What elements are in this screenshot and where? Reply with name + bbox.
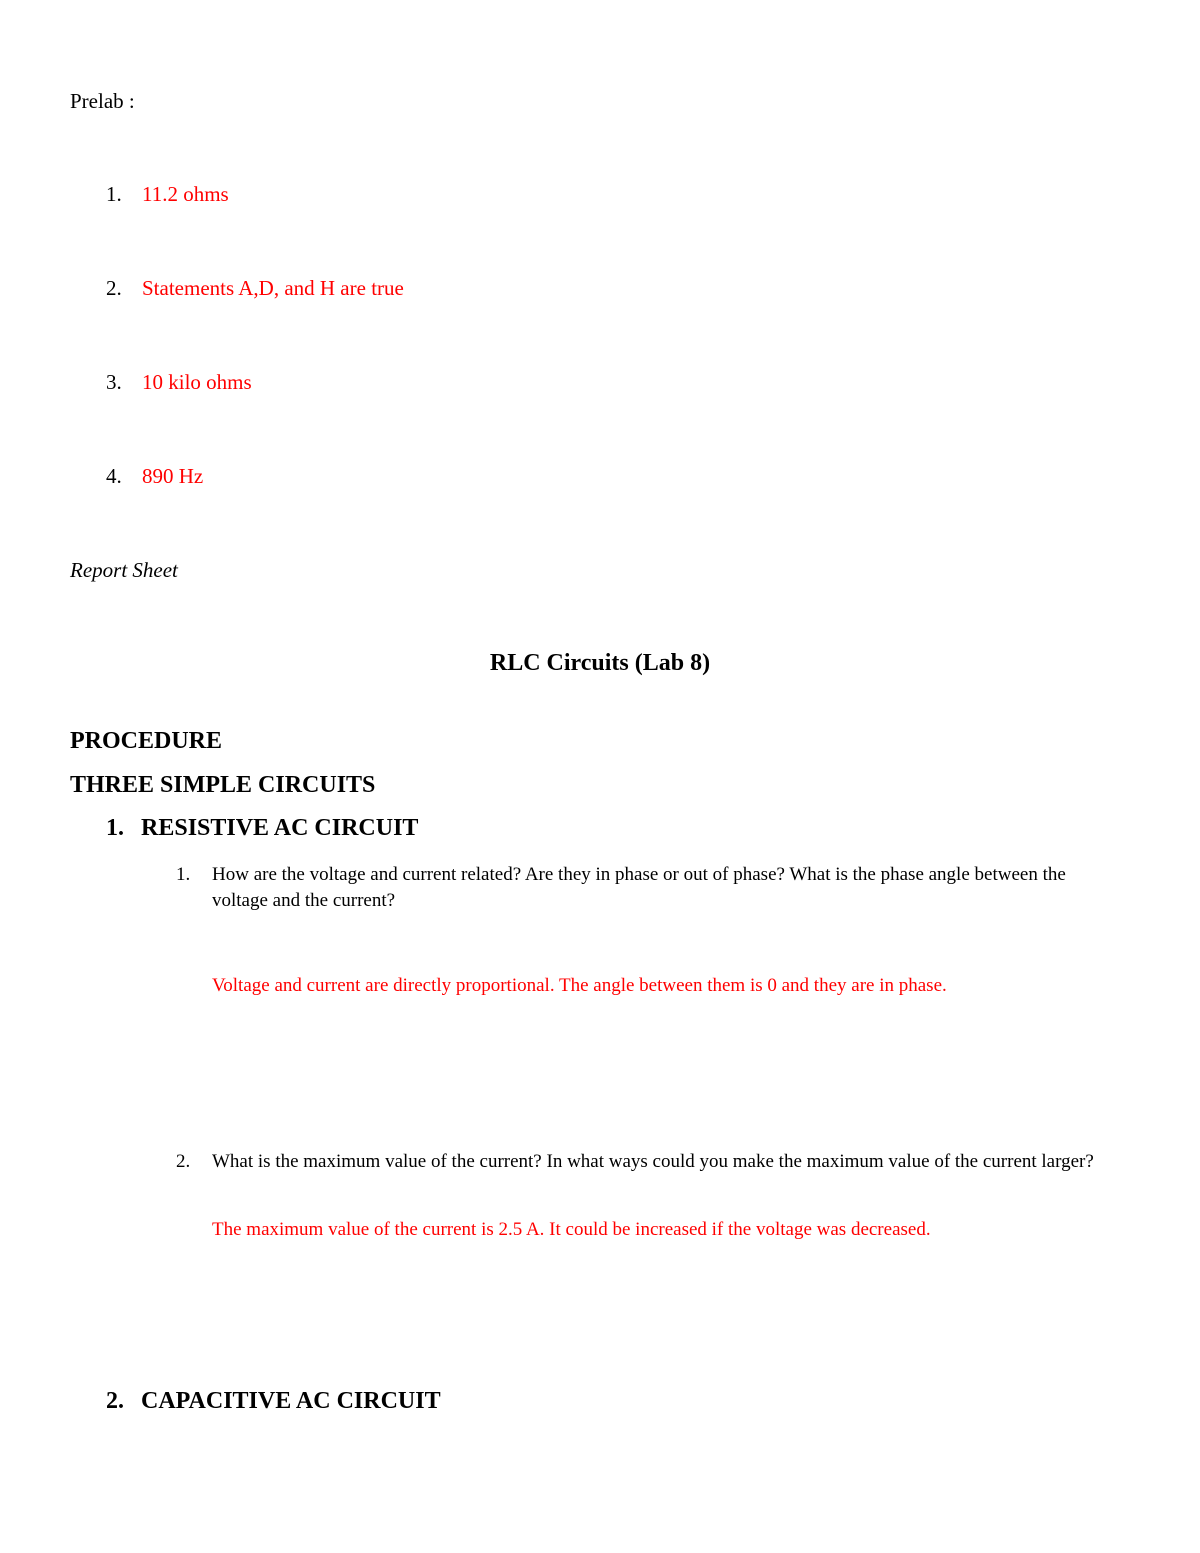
- answer-text: 10 kilo ohms: [142, 370, 252, 394]
- prelab-answer-4: [106, 464, 203, 489]
- prelab-label: Prelab :: [70, 89, 135, 113]
- report-sheet-label: Report Sheet: [70, 558, 178, 582]
- heading-number: 1.: [106, 815, 124, 841]
- procedure-heading: PROCEDURE: [70, 728, 223, 754]
- answer-2: The maximum value of the current is 2.5 A. It could be increased if the voltage was decreased.: [212, 1219, 931, 1240]
- circuit-heading-1: [106, 815, 418, 842]
- section-heading: THREE SIMPLE CIRCUITS: [70, 772, 376, 798]
- answer-text: Statements A,D, and H are true: [142, 276, 404, 300]
- question-number: 1.: [176, 864, 191, 885]
- prelab-answer-2: [106, 276, 404, 301]
- heading-text: CAPACITIVE AC CIRCUIT: [141, 1388, 441, 1414]
- prelab-answer-1: [106, 182, 229, 207]
- list-number: 2.: [106, 276, 122, 300]
- heading-number: 2.: [106, 1388, 124, 1414]
- question-2: [176, 1149, 1096, 1175]
- page-title: RLC Circuits (Lab 8): [489, 650, 711, 676]
- answer-text: 11.2 ohms: [142, 182, 229, 206]
- question-text: What is the maximum value of the current? In what ways could you make the maximum value of the current larger?: [212, 1151, 1094, 1172]
- answer-1: Voltage and current are directly proportional. The angle between them is 0 and they are in phase.: [212, 975, 947, 996]
- question-1: [176, 862, 1096, 914]
- circuit-heading-2: [106, 1388, 441, 1415]
- list-number: 3.: [106, 370, 122, 394]
- question-text: How are the voltage and current related? Are they in phase or out of phase? What is the phase angle between the voltage and the current?: [212, 864, 1066, 911]
- prelab-answer-3: [106, 370, 252, 395]
- heading-text: RESISTIVE AC CIRCUIT: [141, 815, 419, 841]
- answer-text: 890 Hz: [142, 464, 204, 488]
- list-number: 1.: [106, 182, 122, 206]
- question-number: 2.: [176, 1151, 191, 1172]
- list-number: 4.: [106, 464, 122, 488]
